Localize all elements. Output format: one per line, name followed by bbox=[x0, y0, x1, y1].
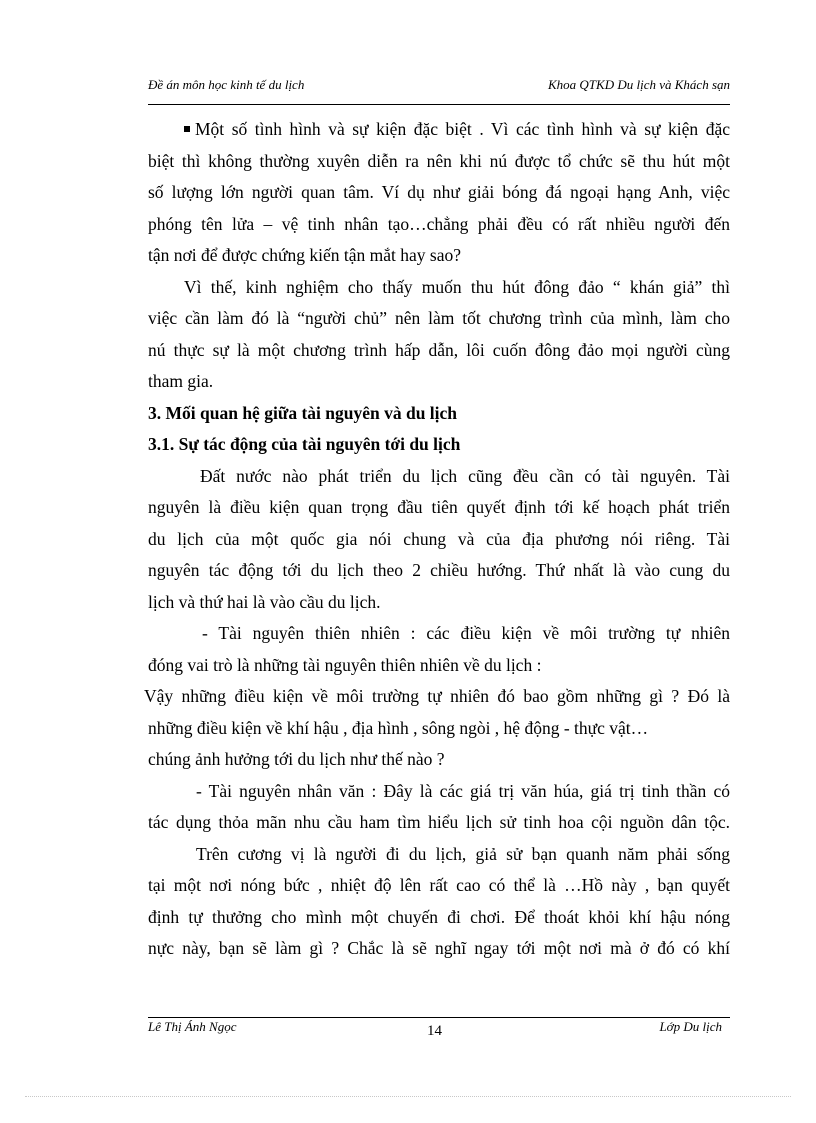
square-bullet-icon bbox=[184, 126, 190, 132]
body-line: phóng tên lửa – vệ tinh nhân tạo…chẳng phải đều có rất nhiều người đến bbox=[148, 213, 730, 234]
body-line: chúng ảnh hưởng tới du lịch như thế nào ? bbox=[148, 749, 445, 769]
body-line: Vậy những điều kiện về môi trường tự nhiên đó bao gồm những gì ? Đó là bbox=[144, 686, 730, 706]
body-line: việc cần làm đó là “người chủ” nên làm tốt chương trình của mình, làm cho bbox=[148, 308, 730, 328]
body-line: nguyên tác động tới du lịch theo 2 chiều hướng. Thứ nhất là vào cung du bbox=[148, 560, 730, 580]
body-line: số lượng lớn người quan tâm. Ví dụ như giải bóng đá ngoại hạng Anh, việc bbox=[148, 182, 730, 202]
page-edge-divider bbox=[25, 1096, 791, 1097]
body-line: tác dụng thỏa mãn nhu cầu ham tìm hiểu lịch sử tinh hoa cội nguồn dân tộc. bbox=[148, 812, 730, 832]
footer-author: Lê Thị Ánh Ngọc bbox=[148, 1019, 237, 1034]
header-course-title: Đề án môn học kinh tế du lịch bbox=[148, 77, 305, 92]
body-line: biệt thì không thường xuyên diễn ra nên khi nú được tổ chức sẽ thu hút một bbox=[148, 150, 730, 171]
header-divider bbox=[148, 104, 730, 105]
body-line: - Tài nguyên nhân văn : Đây là các giá trị văn húa, giá trị tinh thần có bbox=[196, 780, 730, 801]
section-heading: 3.1. Sự tác động của tài nguyên tới du lịch bbox=[148, 434, 461, 454]
header-faculty: Khoa QTKD Du lịch và Khách sạn bbox=[548, 77, 730, 92]
body-line: - Tài nguyên thiên nhiên : các điều kiện về môi trường tự nhiên bbox=[202, 623, 730, 643]
body-line: Vì thế, kinh nghiệm cho thấy muốn thu hút đông đảo “ khán giả” thì bbox=[184, 276, 730, 297]
body-line: Trên cương vị là người đi du lịch, giả sử bạn quanh năm phải sống bbox=[196, 843, 730, 864]
footer-divider bbox=[148, 1017, 730, 1018]
body-line: đóng vai trò là những tài nguyên thiên nhiên về du lịch : bbox=[148, 654, 542, 675]
body-line: những điều kiện về khí hậu , địa hình , sông ngòi , hệ động - thực vật… bbox=[148, 717, 649, 738]
body-line: du lịch của một quốc gia nói chung và của địa phương nói riêng. Tài bbox=[148, 528, 730, 549]
footer-class: Lớp Du lịch bbox=[659, 1019, 722, 1034]
body-line: tận nơi để được chứng kiến tận mắt hay sao? bbox=[148, 245, 462, 265]
body-line: tham gia. bbox=[148, 371, 214, 391]
body-line: nực này, bạn sẽ làm gì ? Chắc là sẽ nghĩ ngay tới một nơi mà ở đó có khí bbox=[148, 938, 730, 958]
body-line: lịch và thứ hai là vào cầu du lịch. bbox=[148, 591, 381, 612]
body-line: tại một nơi nóng bức , nhiệt độ lên rất cao có thể là …Hồ này , bạn quyết bbox=[148, 875, 730, 895]
body-text bbox=[144, 114, 730, 965]
body-line: Đất nước nào phát triển du lịch cũng đều cần có tài nguyên. Tài bbox=[200, 465, 730, 486]
body-line: định tự thưởng cho mình một chuyến đi chơi. Để thoát khỏi khí hậu nóng bbox=[148, 906, 730, 927]
body-line: nú thực sự là một chương trình hấp dẫn, lôi cuốn đông đảo mọi người cùng bbox=[148, 339, 730, 360]
page-number: 14 bbox=[427, 1023, 442, 1039]
body-line: Một số tình hình và sự kiện đặc biệt . Vì các tình hình và sự kiện đặc bbox=[148, 114, 730, 146]
body-line: nguyên là điều kiện quan trọng đầu tiên quyết định tới kế hoạch phát triển bbox=[148, 497, 730, 517]
section-heading: 3. Mối quan hệ giữa tài nguyên và du lịch bbox=[148, 402, 458, 423]
